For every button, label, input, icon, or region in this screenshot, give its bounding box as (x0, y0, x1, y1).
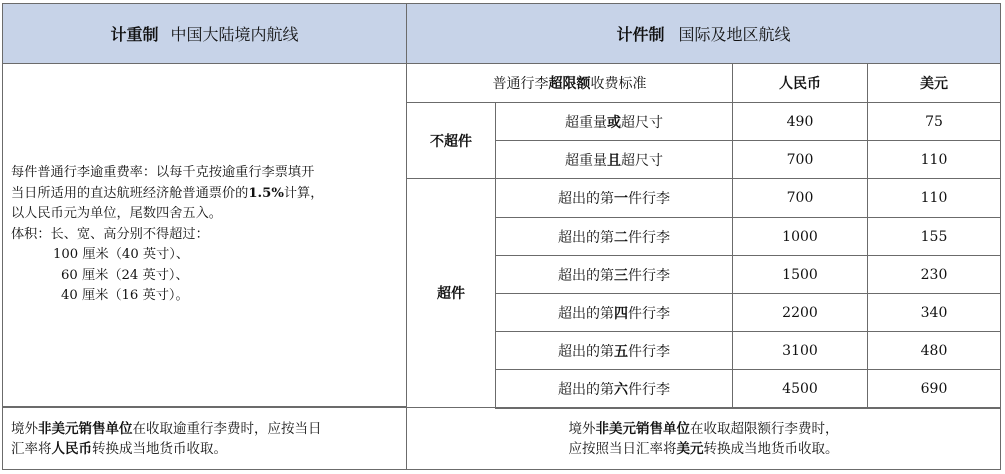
fee-row-description: 超重量 且 超尺寸 (495, 140, 733, 179)
piece-system-note: 境外非美元销售单位在收取超限额行李费时， 应按照当日汇率将美元转换成当地货币收取。 (406, 407, 1001, 470)
rmb-column-header: 人民币 (732, 63, 868, 103)
fee-row-description: 超出的第 五 件行李 (495, 331, 733, 370)
fee-rmb-value: 700 (732, 178, 868, 218)
baggage-fee-table (2, 3, 1001, 470)
weight-system-label: 计重制 (110, 25, 159, 44)
fee-row-description: 超出的第 三 件行李 (495, 255, 733, 294)
fee-rmb-value: 700 (732, 140, 868, 179)
rule-line: 当日所适用的直达航班经济舱普通票价的1.5%计算， (11, 185, 324, 201)
fee-rmb-value: 2200 (732, 293, 868, 332)
excess-fee-title: 普通行李 超限额 收费标准 (406, 63, 733, 103)
fee-row-description: 超出的第 二 件行李 (495, 217, 733, 256)
dimension-limit: 40 厘米（16 英寸）。 (61, 288, 189, 304)
rule-line: 体积：长、宽、高分别不得超过： (11, 226, 209, 242)
fee-usd-value: 155 (867, 217, 1001, 256)
domestic-routes-label: 中国大陆境内航线 (170, 25, 299, 44)
usd-column-header: 美元 (867, 63, 1001, 103)
piece-system-header (406, 3, 1001, 64)
fee-row-description: 超出的第 六 件行李 (495, 369, 733, 409)
fee-rmb-value: 1500 (732, 255, 868, 294)
not-excess-group-label: 不超件 (406, 102, 496, 179)
fee-usd-value: 480 (867, 331, 1001, 370)
excess-group-label: 超件 (406, 178, 496, 408)
weight-system-header (2, 3, 407, 64)
weight-rules-text (11, 163, 323, 307)
fee-usd-value: 110 (867, 140, 1001, 179)
fee-rmb-value: 1000 (732, 217, 868, 256)
fee-row-description: 超重量 或 超尺寸 (495, 102, 733, 141)
fee-usd-value: 690 (867, 369, 1001, 409)
fee-row-description: 超出的第 四 件行李 (495, 293, 733, 332)
weight-system-note: 境外非美元销售单位在收取逾重行李费时，应按当日 汇率将人民币转换成当地货币收取。 (2, 407, 407, 470)
fee-usd-value: 75 (867, 102, 1001, 141)
fee-rmb-value: 490 (732, 102, 868, 141)
rule-line: 每件普通行李逾重费率：以每千克按逾重行李票填开 (11, 165, 315, 181)
fee-rmb-value: 3100 (732, 331, 868, 370)
international-routes-label: 国际及地区航线 (678, 25, 791, 44)
fee-rmb-value: 4500 (732, 369, 868, 409)
rule-line: 以人民币元为单位，尾数四舍五入。 (11, 206, 222, 222)
fee-usd-value: 110 (867, 178, 1001, 218)
fee-usd-value: 340 (867, 293, 1001, 332)
rate-percent: 1.5% (248, 185, 284, 201)
piece-system-label: 计件制 (616, 25, 665, 44)
fee-usd-value: 230 (867, 255, 1001, 294)
fee-row-description: 超出的第 一 件行李 (495, 178, 733, 218)
dimension-limit: 100 厘米（40 英寸）、 (53, 247, 190, 263)
weight-system-rules (2, 63, 407, 407)
dimension-limit: 60 厘米（24 英寸）、 (61, 267, 189, 283)
